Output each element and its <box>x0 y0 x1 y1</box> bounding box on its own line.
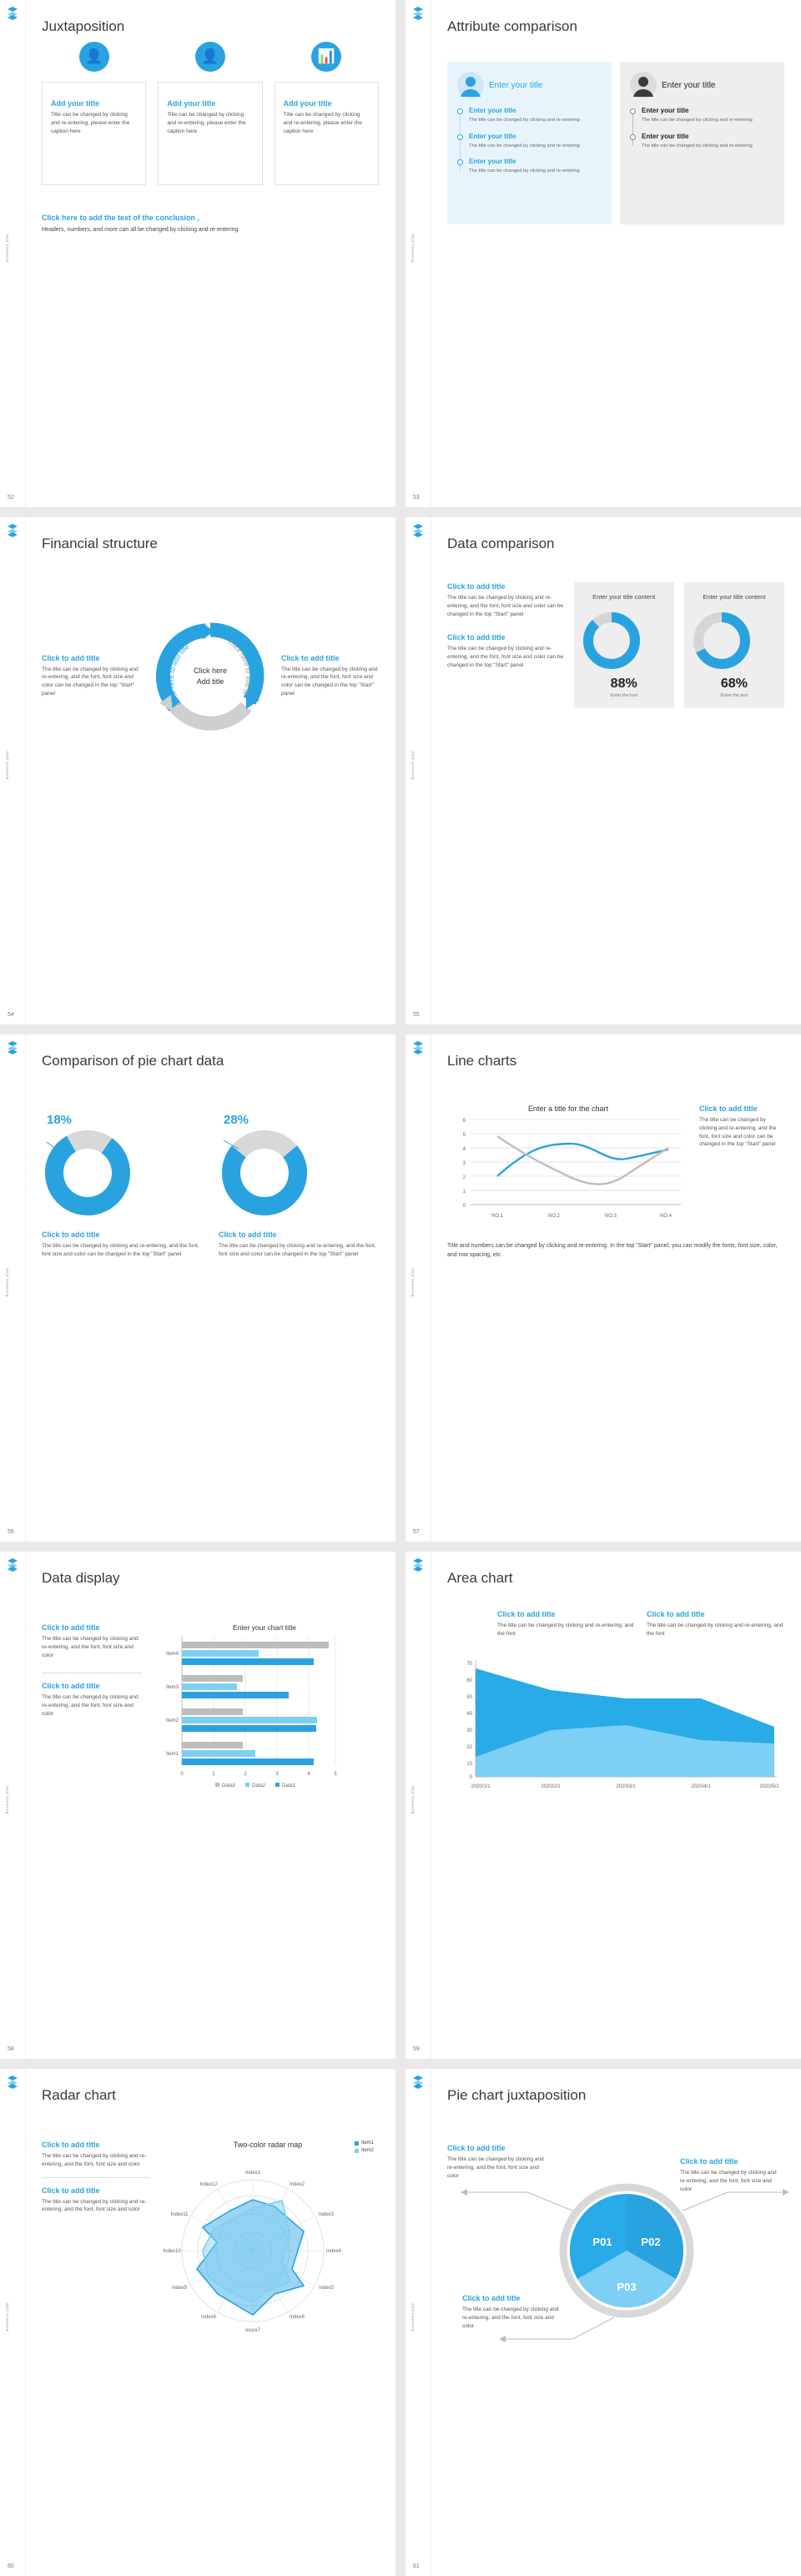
block-text: The title can be changed by clicking and re-entering, and the font, font size and color <box>42 1636 139 1658</box>
donut-heading: Click to add title <box>219 1230 277 1239</box>
line-chart <box>447 1104 689 1221</box>
timeline-right <box>630 107 774 149</box>
slide-rail <box>0 1034 26 1542</box>
brand-logo-icon <box>412 7 424 20</box>
x-tick: 2020/5/1 <box>759 1784 779 1789</box>
text-block[interactable] <box>42 2141 150 2169</box>
axis-label: Index3 <box>318 2212 335 2217</box>
item-text: The title can be changed by clicking and re-entering <box>642 118 753 123</box>
block-text: The title can be changed by clicking and re-entering, and the font, font size and color <box>462 2307 559 2329</box>
item-text: The title can be changed by clicking and re-entering <box>469 169 580 174</box>
page-number: 60 <box>8 2563 14 2569</box>
cycle-diagram <box>145 607 273 738</box>
svg-text:5: 5 <box>462 1133 466 1138</box>
page-title: Comparison of pie chart data <box>42 1053 224 1069</box>
slide-53[interactable] <box>406 0 801 507</box>
donut-heading: Click to add title <box>42 1230 100 1239</box>
stat-label: Enter your title content <box>592 593 656 601</box>
block-heading: Click to add title <box>42 2186 100 2195</box>
donut-chart <box>219 1127 310 1219</box>
timeline-dot-icon <box>457 159 463 165</box>
chart-title: Enter a title for the chart <box>527 1104 609 1113</box>
svg-text:0: 0 <box>462 1204 466 1209</box>
axis-label: Index11 <box>170 2212 189 2217</box>
item-heading: Enter your title <box>469 107 516 114</box>
block-heading: Click to add title <box>42 1623 100 1632</box>
block-heading: Click to add title <box>447 2144 506 2152</box>
chart-title: Two-color radar map <box>233 2141 303 2149</box>
legend-label: Data1 <box>282 1784 296 1789</box>
legend-label: Item1 <box>360 2141 374 2146</box>
text-block-right[interactable] <box>281 654 379 698</box>
panel-heading: Enter your title <box>662 80 716 90</box>
svg-text:1: 1 <box>212 1772 215 1777</box>
text-block[interactable] <box>447 633 564 669</box>
svg-text:70: 70 <box>466 1661 472 1667</box>
item-heading: Enter your title <box>469 158 516 166</box>
block-text: The title can be changed by clicking and re-entering, and the font, font size and color <box>447 2156 544 2179</box>
y-tick: Item2 <box>165 1718 179 1723</box>
y-tick: Item4 <box>165 1652 179 1657</box>
svg-text:10: 10 <box>466 1761 472 1767</box>
x-tick: NO.3 <box>604 1214 617 1219</box>
text-block[interactable] <box>462 2294 567 2330</box>
stat-label: Enter your title content <box>703 593 766 601</box>
text-block[interactable] <box>447 582 564 618</box>
female-avatar-icon <box>457 72 484 98</box>
timeline-item[interactable] <box>469 107 602 124</box>
slide-rail <box>406 2069 431 2576</box>
stat-percent: 68% <box>720 677 748 692</box>
panel-left[interactable] <box>447 62 612 224</box>
text-block-left[interactable] <box>42 654 139 698</box>
card-heading: Add your title <box>283 99 332 108</box>
timeline-item[interactable] <box>642 133 774 150</box>
slice-label: P01 <box>592 2236 612 2248</box>
brand-logo-icon <box>7 1558 18 1572</box>
card-heading: Add your title <box>167 99 216 108</box>
page-title: Juxtaposition <box>42 18 125 34</box>
slide-rail <box>406 1034 431 1542</box>
axis-label: Index1 <box>244 2171 261 2176</box>
x-tick: 2020/3/1 <box>616 1784 636 1789</box>
x-tick: NO.4 <box>659 1214 673 1219</box>
block-text: The title can be changed by clicking and re-entering, and the font, font size and color <box>42 2153 147 2167</box>
item-heading: Enter your title <box>469 132 516 140</box>
block-heading: Click to add title <box>42 653 100 662</box>
x-tick: NO.2 <box>547 1214 561 1219</box>
page-title: Radar chart <box>42 2087 116 2103</box>
donut-text: The title can be changed by clicking and re-entering, and the font, font size and color can be changed in the top "Start" panel <box>42 1243 199 1257</box>
panel-right[interactable] <box>620 62 784 224</box>
block-text: The title can be changed by clicking and re-entering, and the font, font size and color <box>42 2198 147 2213</box>
block-heading: Click to add title <box>699 1104 758 1113</box>
ring-label: Click here to add title <box>167 642 191 707</box>
rail-label: Business plan <box>5 2302 9 2332</box>
center-line-2: Add title <box>196 677 224 686</box>
timeline-left <box>457 107 602 175</box>
slide-rail <box>406 1552 431 2059</box>
axis-label: Index4 <box>325 2249 342 2254</box>
brand-logo-icon <box>412 2075 424 2089</box>
card-row <box>42 48 379 185</box>
block-heading: Click to add title <box>42 1682 100 1691</box>
slide-rail <box>0 1552 26 2059</box>
pie-chart <box>447 2159 798 2401</box>
block-text: The title can be changed by clicking and re-entering, and the font, font size and color <box>680 2170 777 2192</box>
slide-58[interactable] <box>0 1552 395 2059</box>
block-text: The title can be changed by clicking and re-entering, and the font <box>497 1623 634 1637</box>
svg-text:0: 0 <box>469 1774 472 1780</box>
svg-text:3: 3 <box>462 1161 466 1166</box>
chart-title: Enter your chart title <box>232 1623 297 1632</box>
radar-chart <box>157 2152 349 2344</box>
page-number: 55 <box>413 1012 420 1018</box>
slice-label: P02 <box>641 2236 661 2248</box>
slide-54[interactable] <box>0 517 395 1024</box>
svg-text:1: 1 <box>462 1190 466 1195</box>
timeline-item[interactable] <box>469 133 602 150</box>
item-text: The title can be changed by clicking and re-entering <box>642 143 753 148</box>
slide-rail <box>406 517 431 1024</box>
conclusion-heading: Click here to add the text of the conclusion , <box>42 214 200 222</box>
slide-61[interactable] <box>406 2069 801 2576</box>
svg-text:20: 20 <box>466 1744 472 1750</box>
slide-rail <box>406 0 431 507</box>
timeline-dot-icon <box>630 134 636 140</box>
rail-label: Business plan <box>411 1785 415 1814</box>
page-title: Area chart <box>447 1570 513 1586</box>
donut-percent: 18% <box>47 1113 73 1127</box>
y-tick: Item3 <box>165 1685 179 1690</box>
block-text: The title can be changed by clicking and re-entering, and the font, font size and color can be changed in the top "Start" panel <box>699 1117 777 1148</box>
block-text: The title can be changed by clicking and re-entering, and the font, font size and color <box>42 1694 139 1717</box>
panel-heading: Enter your title <box>489 80 543 90</box>
legend-label: Data2 <box>252 1784 266 1789</box>
slide-57[interactable] <box>406 1034 801 1542</box>
item-heading: Enter your title <box>642 107 689 114</box>
slide-52[interactable] <box>0 0 395 507</box>
donut-percent: 28% <box>224 1113 249 1127</box>
legend-label: Data3 <box>222 1784 236 1789</box>
text-block[interactable] <box>497 1610 635 1638</box>
timeline-item[interactable] <box>642 107 774 124</box>
donut-chart <box>42 1127 134 1219</box>
timeline-dot-icon <box>630 108 636 114</box>
card-item[interactable] <box>42 48 146 185</box>
item-heading: Enter your title <box>642 132 689 140</box>
bar-chart <box>150 1623 379 1790</box>
card-text: Title can be changed by clicking and re-entering, please enter the caption here <box>167 112 246 134</box>
page-number: 58 <box>8 2046 14 2052</box>
legend-label: Item2 <box>360 2148 374 2153</box>
page-title: Pie chart juxtaposition <box>447 2087 587 2103</box>
block-heading: Click to add title <box>680 2157 738 2166</box>
x-tick: 2020/4/1 <box>691 1784 711 1789</box>
page-title: Data display <box>42 1570 120 1586</box>
rail-label: Business plan <box>411 751 415 780</box>
svg-text:60: 60 <box>466 1678 472 1683</box>
svg-text:2: 2 <box>244 1772 247 1777</box>
donut-block[interactable] <box>219 1113 379 1259</box>
slide-55[interactable] <box>406 517 801 1024</box>
svg-text:3: 3 <box>275 1772 279 1777</box>
stat-sub: Enter the text <box>720 693 748 699</box>
donut-chart <box>691 610 753 672</box>
text-block[interactable] <box>447 2144 552 2180</box>
rail-label: Business plan <box>5 234 9 263</box>
page-title: Line charts <box>447 1053 517 1069</box>
donut-text: The title can be changed by clicking and re-entering, and the font, font size and color can be changed in the top "Start" panel <box>219 1243 376 1257</box>
axis-label: Index2 <box>289 2182 305 2187</box>
block-text: The title can be changed by clicking and re-entering, and the font, font size and color can be changed in the top "Start" panel <box>281 666 378 697</box>
slide-rail <box>0 517 26 1024</box>
axis-label: Index10 <box>163 2249 181 2254</box>
page-title: Attribute comparison <box>447 18 577 34</box>
text-block[interactable] <box>42 1623 142 1659</box>
block-heading: Click to add title <box>447 582 506 591</box>
conclusion-text: Headers, numbers, and more can all be changed by clicking and re-entering <box>42 227 239 233</box>
slide-rail <box>0 0 26 507</box>
donut-chart <box>581 610 642 672</box>
text-block[interactable] <box>42 2186 150 2215</box>
rail-label: Business plan <box>5 1268 9 1297</box>
brand-logo-icon <box>7 524 18 537</box>
svg-text:5: 5 <box>334 1772 337 1777</box>
page-number: 57 <box>413 1529 420 1535</box>
brand-logo-icon <box>412 1041 424 1054</box>
slice-label: P03 <box>617 2281 637 2293</box>
brand-logo-icon <box>7 1041 18 1054</box>
card-heading: Add your title <box>51 99 99 108</box>
svg-text:2: 2 <box>462 1175 466 1180</box>
rail-label: Business plan <box>5 1785 9 1814</box>
rail-label: Business plan <box>411 234 415 263</box>
x-tick: 2020/2/1 <box>541 1784 561 1789</box>
text-block[interactable] <box>647 1610 784 1638</box>
svg-text:50: 50 <box>466 1694 472 1700</box>
block-heading: Click to add title <box>281 653 340 662</box>
timeline-dot-icon <box>457 134 463 140</box>
stat-box[interactable] <box>574 582 674 708</box>
page-number: 56 <box>8 1529 14 1535</box>
svg-text:4: 4 <box>307 1772 310 1777</box>
block-heading: Click to add title <box>462 2294 521 2302</box>
brand-logo-icon <box>7 7 18 20</box>
axis-label: Incex7 <box>245 2328 260 2333</box>
text-block[interactable] <box>699 1104 784 1221</box>
stat-box[interactable] <box>684 582 784 708</box>
text-block[interactable] <box>42 1682 142 1718</box>
card-item[interactable] <box>275 48 379 185</box>
user-icon: 👤 <box>195 42 225 72</box>
rail-label: Business plan <box>411 2302 415 2332</box>
axis-label: Index12 <box>199 2182 218 2187</box>
slide-56[interactable] <box>0 1034 395 1542</box>
footer-text: Title and numbers can be changed by clicking and re-entering. In the top "Start" panel, you can modify the fonts, font size, color, and row spacing, etc <box>447 1243 778 1259</box>
page-number: 53 <box>413 495 420 501</box>
page-number: 54 <box>8 1012 14 1018</box>
card-item[interactable] <box>158 48 262 185</box>
area-chart <box>447 1652 781 1810</box>
item-text: The title can be changed by clicking and re-entering <box>469 143 580 148</box>
x-tick: NO.1 <box>491 1214 504 1219</box>
block-text: The title can be changed by clicking and re-entering, and the font, font size and color can be changed in the top "Start" panel <box>42 666 139 697</box>
axis-label: Index5 <box>318 2286 335 2291</box>
page-title: Data comparison <box>447 536 555 551</box>
center-line-1: Click here <box>193 667 228 675</box>
y-tick: Item1 <box>165 1752 179 1757</box>
svg-text:6: 6 <box>462 1119 466 1124</box>
block-heading: Click to add title <box>447 633 506 642</box>
conclusion-block[interactable] <box>42 214 379 233</box>
axis-label: Index6 <box>289 2315 305 2320</box>
svg-text:4: 4 <box>462 1147 466 1152</box>
stat-percent: 88% <box>610 677 637 692</box>
svg-text:40: 40 <box>466 1711 472 1717</box>
ring-label: Click here to add title <box>145 607 253 697</box>
block-heading: Click to add title <box>647 1610 705 1618</box>
slide-60[interactable] <box>0 2069 395 2576</box>
page-title: Financial structure <box>42 536 158 551</box>
timeline-item[interactable] <box>469 158 602 175</box>
item-text: The title can be changed by clicking and re-entering <box>469 118 580 123</box>
brand-logo-icon <box>412 1558 424 1572</box>
x-tick: 2020/1/1 <box>471 1784 491 1789</box>
divider <box>42 2177 150 2178</box>
slide-rail <box>0 2069 26 2576</box>
block-heading: Click to add title <box>497 1610 556 1618</box>
page-number: 59 <box>413 2046 420 2052</box>
slide-59[interactable] <box>406 1552 801 2059</box>
rail-label: Business plan <box>5 751 9 780</box>
block-text: The title can be changed by clicking and re-entering, and the font <box>647 1623 783 1637</box>
user-headset-icon: 👤 <box>79 42 109 72</box>
card-text: Title can be changed by clicking and re-entering, please enter the caption here <box>51 112 130 134</box>
stat-sub: Enter the text <box>610 693 638 699</box>
donut-block[interactable] <box>42 1113 202 1259</box>
block-text: The title can be changed by clicking and re-entering, and the font, font size and color can be changed in the top "Start" panel <box>447 595 564 617</box>
page-number: 52 <box>8 495 14 501</box>
chart-legend <box>355 2141 374 2156</box>
axis-label: Index8 <box>200 2315 217 2320</box>
brand-logo-icon <box>7 2075 18 2089</box>
male-avatar-icon <box>630 72 657 98</box>
svg-text:0: 0 <box>180 1772 184 1777</box>
axis-label: Index9 <box>171 2286 188 2291</box>
block-heading: Click to add title <box>42 2141 100 2149</box>
svg-text:30: 30 <box>466 1728 472 1733</box>
page-number: 61 <box>413 2563 420 2569</box>
card-text: Title can be changed by clicking and re-entering, please enter the caption here <box>283 112 362 134</box>
rail-label: Business plan <box>411 1268 415 1297</box>
timeline-dot-icon <box>457 108 463 114</box>
text-block[interactable] <box>680 2157 784 2193</box>
block-text: The title can be changed by clicking and re-entering, and the font, font size and color can be changed in the top "Start" panel <box>447 646 564 668</box>
presentation-icon: 📊 <box>311 42 341 72</box>
brand-logo-icon <box>412 524 424 537</box>
